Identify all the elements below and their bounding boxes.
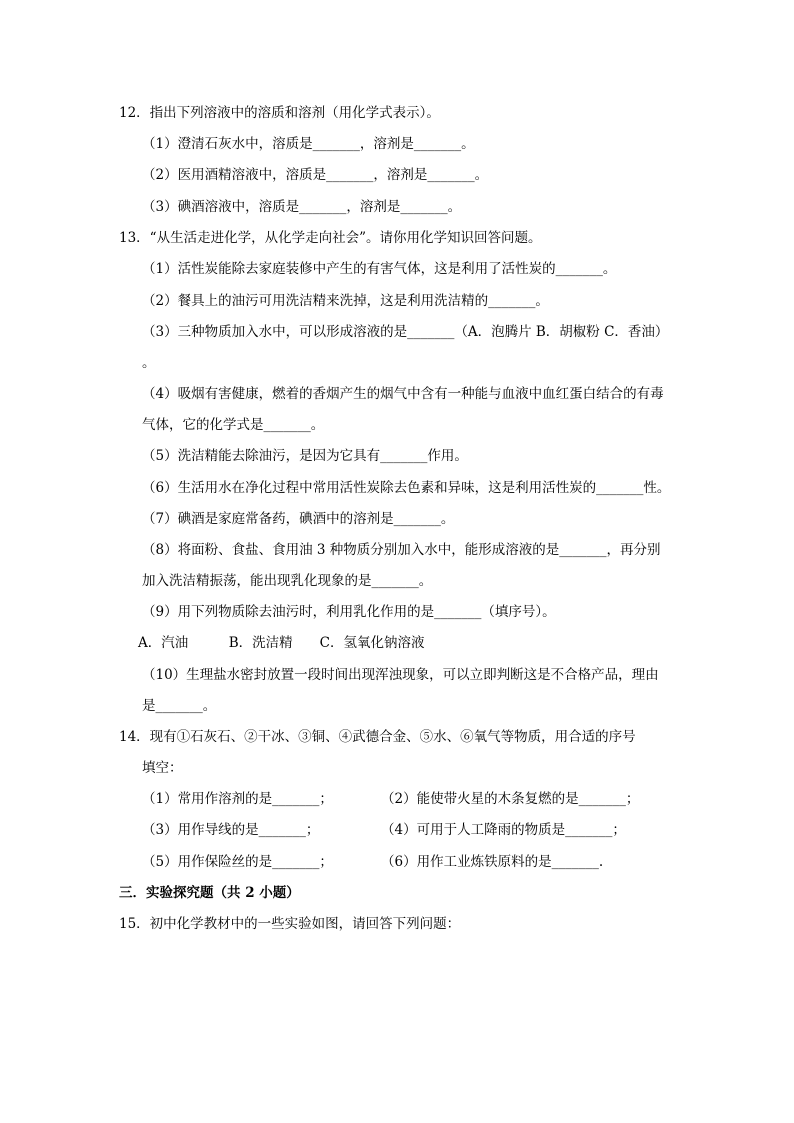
q12-item-1: （1）澄清石灰水中，溶质是_______，溶剂是_______。: [142, 136, 475, 152]
q14-item-3: （3）用作导线的是_______；: [142, 822, 320, 838]
q14-stem-line-2: 填空：: [142, 760, 183, 776]
q13-line-5: （4）吸烟有害健康，燃着的香烟产生的烟气中含有一种能与血液中血红蛋白结合的有毒: [142, 386, 664, 402]
q14-item-6: （6）用作工业炼铁原料的是_______.: [381, 854, 604, 870]
q15-stem: 15．初中化学教材中的一些实验如图，请回答下列问题：: [119, 916, 461, 932]
q14-stem-line-1: 14．现有①石灰石、②干冰、③铜、④武德合金、⑤水、⑥氧气等物质，用合适的序号: [119, 729, 636, 745]
q13-line-9: （7）碘酒是家庭常备药，碘酒中的溶剂是_______。: [142, 511, 455, 527]
q12-stem: 12．指出下列溶液中的溶质和溶剂（用化学式表示）。: [119, 105, 440, 121]
q13-line-8: （6）生活用水在净化过程中常用活性炭除去色素和异味，这是利用活性炭的_______性。: [142, 480, 671, 496]
q13-line-6: 气体，它的化学式是_______。: [142, 417, 325, 433]
q14-item-4: （4）可用于人工降雨的物质是_______；: [381, 822, 626, 838]
q13-line-11: 加入洗洁精振荡，能出现乳化现象的是_______。: [142, 573, 433, 589]
q14-item-2: （2）能使带火星的木条复燃的是_______；: [381, 791, 640, 807]
q13-line-12: （9）用下列物质除去油污时，利用乳化作用的是_______（填序号）。: [142, 604, 556, 620]
q13-line-14: （10）生理盐水密封放置一段时间出现浑浊现象，可以立即判断这是不合格产品，理由: [142, 667, 659, 683]
section-heading: 三．实验探究题（共 2 小题）: [119, 885, 300, 901]
q13-line-15: 是_______。: [142, 698, 217, 714]
q13-options: A．汽油 B．洗洁精 C．氢氧化钠溶液: [138, 635, 425, 651]
q13-line-7: （5）洗洁精能去除油污，是因为它具有_______作用。: [142, 448, 468, 464]
q13-line-1: （1）活性炭能除去家庭装修中产生的有害气体，这是利用了活性炭的_______。: [142, 261, 617, 277]
q14-item-5: （5）用作保险丝的是_______；: [142, 854, 333, 870]
q13-line-2: （2）餐具上的油污可用洗洁精来洗掉，这是利用洗洁精的_______。: [142, 293, 549, 309]
q13-stem: 13．“从生活走进化学，从化学走向社会”。请你用化学知识回答问题。: [119, 230, 542, 246]
q14-item-1: （1）常用作溶剂的是_______；: [142, 791, 333, 807]
q13-line-10: （8）将面粉、食盐、食用油 3 种物质分别加入水中，能形成溶液的是_______，再分别: [142, 542, 661, 558]
q12-item-3: （3）碘酒溶液中，溶质是_______，溶剂是_______。: [142, 199, 462, 215]
q12-item-2: （2）医用酒精溶液中，溶质是_______，溶剂是_______。: [142, 167, 489, 183]
q13-line-4: 。: [142, 355, 156, 371]
q13-line-3: （3）三种物质加入水中，可以形成溶液的是_______（A．泡腾片 B．胡椒粉 C．香油）: [142, 324, 669, 340]
